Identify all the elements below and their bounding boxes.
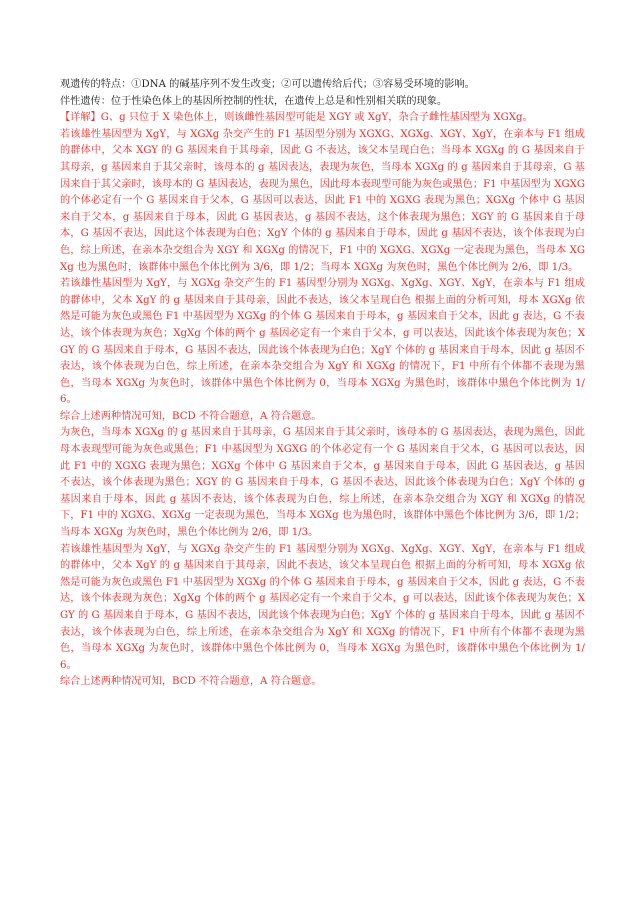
explanation-first-text: G、g 只位于 X 染色体上，则该雌性基因型可能是 XGY 或 XgY，杂合子雌性基因型为 XGXg。 — [100, 112, 533, 124]
explanation-first-line — [60, 110, 585, 127]
explanation-paragraph-1: 若该雄性基因型为 XgY，与 XGXg 杂交产生的 F1 基因型分别为 XGXG、XGXg、XGY、XgY，在亲本与 F1 组成的群体中，父本 XGY 的 G 基因来自于其母亲，因此 G 不表达，该父本呈现白色；当母本 XGXg 的 G 基因来自于其母亲，g 基因来自于其父亲时，该母本的 g 基因表达，表现为灰色，当母本 XGXg 的 g 基因来自于其母亲，G 基因来自于其父亲时，该母本的 G 基因表达，表现为黑色，因此母本表现型可能为灰色或黑色；F1 中基因型为 XGXG 的个体必定有一个 G 基因来自于父本，G 基因可以表达，因此 F1 中的 XGXG 表现为黑色；XGXg 个体中 G 基因来自于父本，g 基因来自于母本，因此 G 基因表达，g 基因不表达，这个体表现为黑色；XGY 的 G 基因来自于母本，G 基因不表达，因此这个体表现为白色；XgY 个体的 g 基因来自于母本，因此 g 基因不表达，该个体表现为白色，综上所述，在亲本杂交组合为 XGY 和 XGXg 的情况下，F1 中的 XGXG、XGXg 一定表现为黑色，当母本 XGXg 也为黑色时，该群体中黑色个体比例为 3/6，即 1/2；当母本 XGXg 为灰色时，黑色个体比例为 2/6，即 1/3。 — [60, 128, 585, 273]
explanation-paragraph-2: 若该雄性基因型为 XgY，与 XGXg 杂交产生的 F1 基因型分别为 XGXg、XgXg、XGY、XgY，在亲本与 F1 组成的群体中，父本 XgY 的 g 基因来自于其母亲，因此不表达，该父本呈现白色 根据上面的分析可知，母本 XGXg 依然是可能为灰色或黑色 F1 中基因型为 XGXg 的个体 G 基因来自于母本，g 基因来自于父本，因此 g 表达，G 不表达，该个体表现为灰色；XgXg 个体的两个 g 基因必定有一个来自于父本，g 可以表达，因此该个体表现为灰色；XGY 的 G 基因来自于母本，G 基因不表达，因此该个体表现为白色；XgY 个体的 g 基因来自于母本，因此 g 基因不表达，该个体表现为白色，综上所述，在亲本杂交组合为 XgY 和 XGXg 的情况下，F1 中所有个体都不表现为黑色，当母本 XGXg 为灰色时，该群体中黑色个体比例为 0，当母本 XGXg 为黑色时，该群体中黑色个体比例为 1/6。 — [60, 278, 585, 406]
explanation-conclusion-1: 综合上述两种情况可知，BCD 不符合题意，A 符合题意。 — [60, 410, 322, 422]
explanation-tag: 【详解】 — [60, 112, 101, 124]
intro-line-epigenetics: 观遗传的特点：①DNA 的碱基序列不发生改变；②可以遗传给后代；③容易受环境的影响。 — [60, 79, 475, 90]
explanation-paragraph-3: 为灰色，当母本 XGXg 的 g 基因来自于其母亲，G 基因来自于其父亲时，该母本的 G 基因表达，表现为黑色，因此母本表现型可能为灰色或黑色；F1 中基因型为 XGXG 的个体必定有一个 G 基因来自于父本，G 基因可以表达，因此 F1 中的 XGXG 表现为黑色；XGXg 个体中 G 基因来自于父本，g 基因来自于母本，因此 G 基因表达，g 基因不表达，该个体表现为黑色；XGY 的 G 基因来自于母本，G 基因不表达，因此该个体表现为白色；XgY 个体的 g 基因来自于母本，因此 g 基因不表达，该个体表现为白色，综上所述，在亲本杂交组合为 XGY 和 XGXg 的情况下，F1 中的 XGXG、XGXg 一定表现为黑色，当母本 XGXg 也为黑色时，该群体中黑色个体比例为 3/6，即 1/2；当母本 XGXg 为灰色时，黑色个体比例为 2/6，即 1/3。 — [60, 427, 585, 539]
explanation-conclusion-2: 综合上述两种情况可知，BCD 不符合题意，A 符合题意。 — [60, 676, 322, 688]
intro-line-sex-linked: 伴性遗传：位于性染色体上的基因所控制的性状，在遗传上总是和性别相关联的现象。 — [60, 95, 448, 107]
explanation-paragraph-4: 若该雄性基因型为 XgY，与 XGXg 杂交产生的 F1 基因型分别为 XGXg、XgXg、XGY、XgY，在亲本与 F1 组成的群体中，父本 XgY 的 g 基因来自于其母亲，因此不表达，该父本呈现白色 根据上面的分析可知，母本 XGXg 依然是可能为灰色或黑色 F1 中基因型为 XGXg 的个体 G 基因来自于母本，g 基因来自于父本，因此 g 表达，G 不表达，该个体表现为灰色；XgXg 个体的两个 g 基因必定有一个来自于父本，g 可以表达，因此该个体表现为灰色；XGY 的 G 基因来自于母本，G 基因不表达，因此该个体表现为白色；XgY 个体的 g 基因来自于母本，因此 g 基因不表达，该个体表现为白色，综上所述，在亲本杂交组合为 XgY 和 XGXg 的情况下，F1 中所有个体都不表现为黑色，当母本 XGXg 为灰色时，该群体中黑色个体比例为 0，当母本 XGXg 为黑色时，该群体中黑色个体比例为 1/6。 — [60, 543, 585, 671]
